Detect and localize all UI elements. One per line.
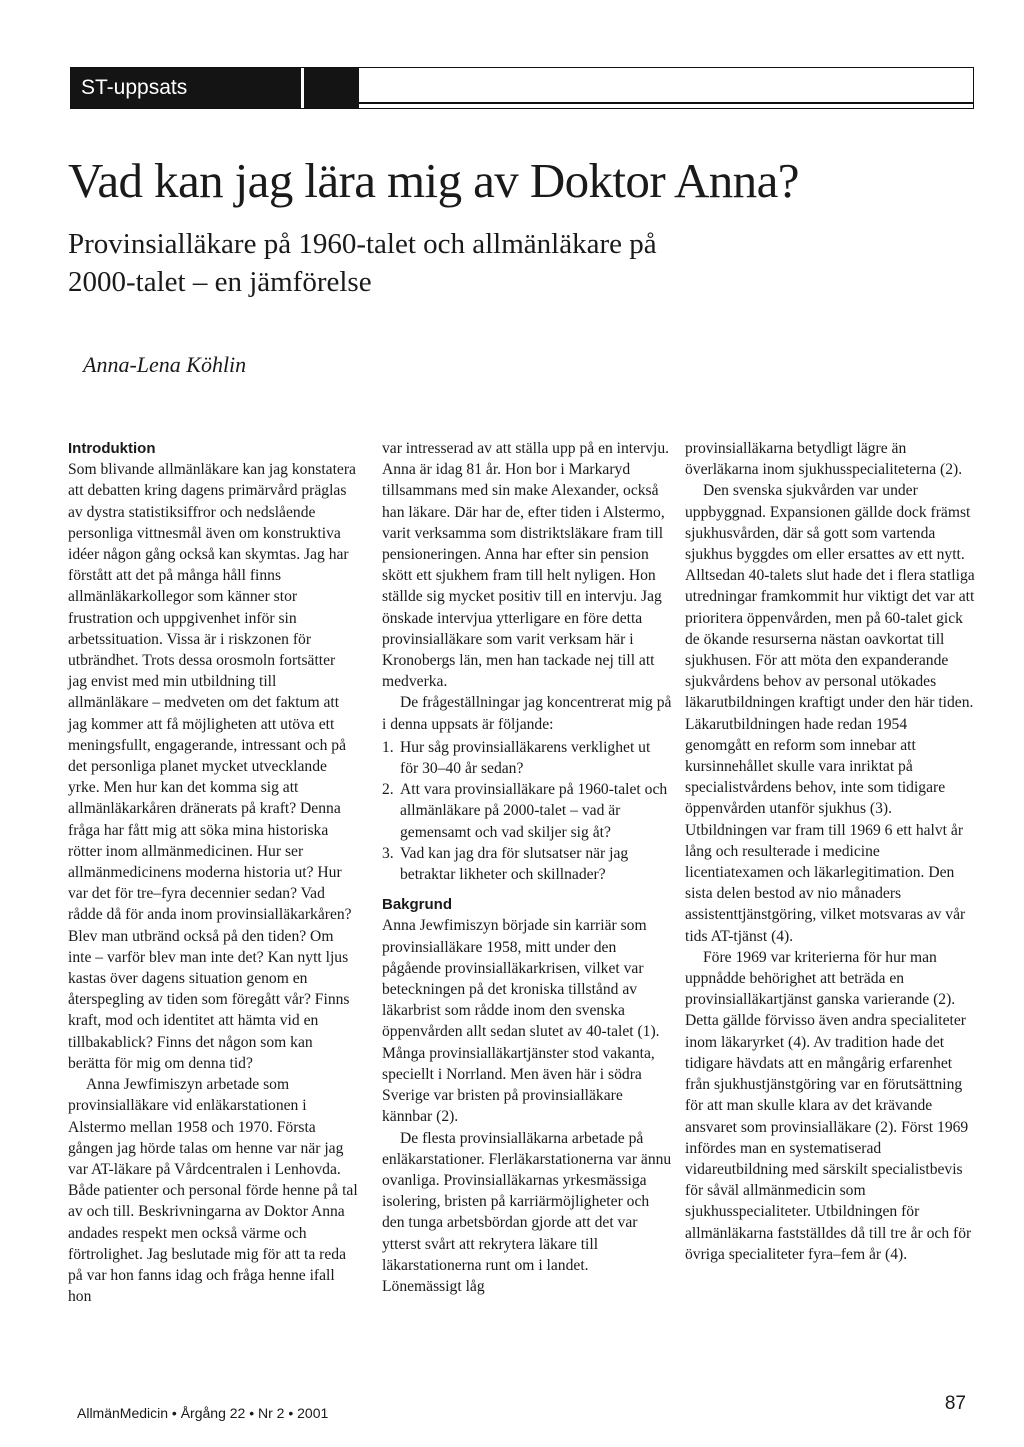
text-column-3 xyxy=(685,438,975,1265)
paragraph: var intresserad av att ställa upp på en intervju. Anna är idag 81 år. Hon bor i Markaryd tillsammans med sin make Alexander, också han läkare. Där har de, efter tiden i Alstermo, varit verksamma som distriktsläkare fram till pensioneringen. Anna har efter sin pension skött ett sjukhem fram till helt nyligen. Hon ställde sig mycket positiv till en intervju. Jag önskade intervjua ytterligare en före detta provinsialläkare som varit verksam här i Kronobergs län, men han tackade nej till att medverka. xyxy=(382,440,670,691)
list-number: 1. xyxy=(382,738,394,756)
paragraph: Som blivande allmänläkare kan jag konstatera att debatten kring dagens primärvård präglas av dystra statistiksiffror och nedslående personliga vittnesmål även om konstruktiva idéer någon gång också kan skymtas. Jag har förstått att det på många håll finns allmänläkarkollegor som känner stor frustration och uppgivenhet inför sin arbetssituation. Vissa är i riskzonen för utbrändhet. Trots dessa orosmoln fortsätter jag envist med min utbildning till allmänläkare – medveten om det faktum att jag kommer att få möjligheten att utöva ett meningsfullt, engagerande, intressant och på det personliga planet mycket utvecklande yrke. Men hur kan det komma sig att allmänläkarkåren dränerats på kraft? Denna fråga har fått mig att söka mina historiska rötter inom allmänmedicinen. Hur ser allmänmedicinens moderna historia ut? Hur var det för tre–fyra decennier sedan? Vad rådde då för anda inom provinsialläkarkåren? Blev man utbränd också på den tiden? Om inte – varför blev man inte det? Kan nytt ljus kastas över dagens situation genom en återspegling av tiden som föregått vår? Finns kraft, mod och identitet att hämta vid en tillbakablick? Finns det någon som kan berätta för mig om denna tid? xyxy=(68,461,356,1072)
page-number: 87 xyxy=(944,1393,966,1414)
paragraph: De flesta provinsialläkarna arbetade på enläkarstationer. Flerläkarstationerna var ännu ovanliga. Provinsialläkarnas yrkesmässiga isolering, bristen på karriärmöjligheter och den tunga arbetsbördan gjorde att det var ytterst svårt att rekrytera läkare till läkarstationerna runt om i landet. Lönemässigt låg xyxy=(382,1129,672,1295)
list-item-text: Hur såg provinsialläkarens verklighet ut för 30–40 år sedan? xyxy=(400,738,651,778)
article-title: Vad kan jag lära mig av Doktor Anna? xyxy=(68,153,799,208)
section-header-bar xyxy=(70,67,974,109)
paragraph: Den svenska sjukvården var under uppbyggnad. Expansionen gällde dock främst sjukhusvården, där så gott som vartenda sjukhus byggdes om eller ersattes av ett nytt. Alltsedan 40-talets slut hade det i flera statliga utredningar framkommit hur viktigt det var att prioritera öppenvården, men på 60-talet gick de ökande resurserna nästan oavkortat till sjukhusen. För att möta den expanderande sjukvårdens behov av personal utökades läkarutbildningen kraftigt under den här tiden. Läkarutbildningen hade redan 1954 genomgått en reform som innebar att kursinnehållet skulle vara inriktat på specialistvårdens behov, inte som tidigare öppenvården utanför sjukhus (3). Utbildningen var fram till 1969 6 ett halvt år lång och resulterade i medicine licentiatexamen och läkarlegitimation. Den sista delen bestod av nio månaders assistenttjänstgöring, vilket motsvaras av vår tids AT-tjänst (4). xyxy=(685,482,975,945)
header-rule xyxy=(359,102,973,104)
list-number: 3. xyxy=(382,844,394,862)
article-subtitle: Provinsialläkare på 1960-talet och allmänläkare på 2000-talet – en jämförelse xyxy=(68,228,657,298)
paragraph: Anna Jewfimiszyn arbetade som provinsialläkare vid enläkarstationen i Alstermo mellan 1958 och 1970. Första gången jag hörde talas om henne var när jag var AT-läkare på Vårdcentralen i Lenhovda. Både patienter och personal förde henne på tal av och till. Beskrivningarna av Doktor Anna andades respekt men också värme och förtrolighet. Jag beslutade mig för att ta reda på var hon fanns idag och fråga henne ifall hon xyxy=(68,1076,358,1306)
section-tab xyxy=(71,68,359,108)
section-heading-introduktion: Introduktion xyxy=(68,440,156,457)
text-column-1 xyxy=(68,438,358,1307)
journal-footer: AllmänMedicin • Årgång 22 • Nr 2 • 2001 xyxy=(77,1405,329,1421)
list-item xyxy=(382,737,672,779)
article-author: Anna-Lena Köhlin xyxy=(83,352,247,377)
section-label: ST-uppsats xyxy=(81,76,188,99)
paragraph: De frågeställningar jag koncentrerat mig på i denna uppsats är följande: xyxy=(382,694,672,733)
list-item-text: Att vara provinsialläkare på 1960-talet och allmänläkare på 2000-talet – vad är gemensamt och vad skiljer sig åt? xyxy=(400,781,668,841)
tab-divider xyxy=(301,68,304,108)
section-heading-bakgrund: Bakgrund xyxy=(382,896,453,914)
list-number: 2. xyxy=(382,781,394,799)
list-item xyxy=(382,843,672,885)
paragraph: Före 1969 var kriterierna för hur man uppnådde behörighet att beträda en provinsialläkartjänst ganska varierande (2). Detta gällde förvisso även andra specialiteter inom läkaryrket (4). Av tradition hade det tidigare hävdats att en mångårig erfarenhet från sjukhustjänstgöring var en förutsättning för att man skulle klara av det krävande ansvaret som provinsialläkare (2). Först 1969 infördes man en systematiserad vidareutbildning med särskilt specialistbevis för såväl allmänmedicin som sjukhusspecialiteter. Utbildningen för allmänläkarna fastställdes då till tre år och för övriga specialiteter fyra–fem år (4). xyxy=(685,948,972,1263)
list-item-text: Vad kan jag dra för slutsatser när jag betraktar likheter och skillnader? xyxy=(400,844,629,884)
list-item xyxy=(382,779,672,843)
question-list xyxy=(382,737,672,885)
paragraph: Anna Jewfimiszyn började sin karriär som provinsialläkare 1958, mitt under den pågående provinsialläkarkrisen, vilket var beteckningen på det kroniska tillstånd av läkarbrist som rådde inom den svenska öppenvården allt sedan slutet av 40-talet (1). Många provinsialläkartjänster stod vakanta, speciellt i Norrland. Men även här i södra Sverige var bristen på provinsialläkare kännbar (2). xyxy=(382,917,660,1126)
text-column-2 xyxy=(382,438,672,1297)
paragraph: provinsialläkarna betydligt lägre än överläkarna inom sjukhusspecialiteterna (2). xyxy=(685,440,963,479)
